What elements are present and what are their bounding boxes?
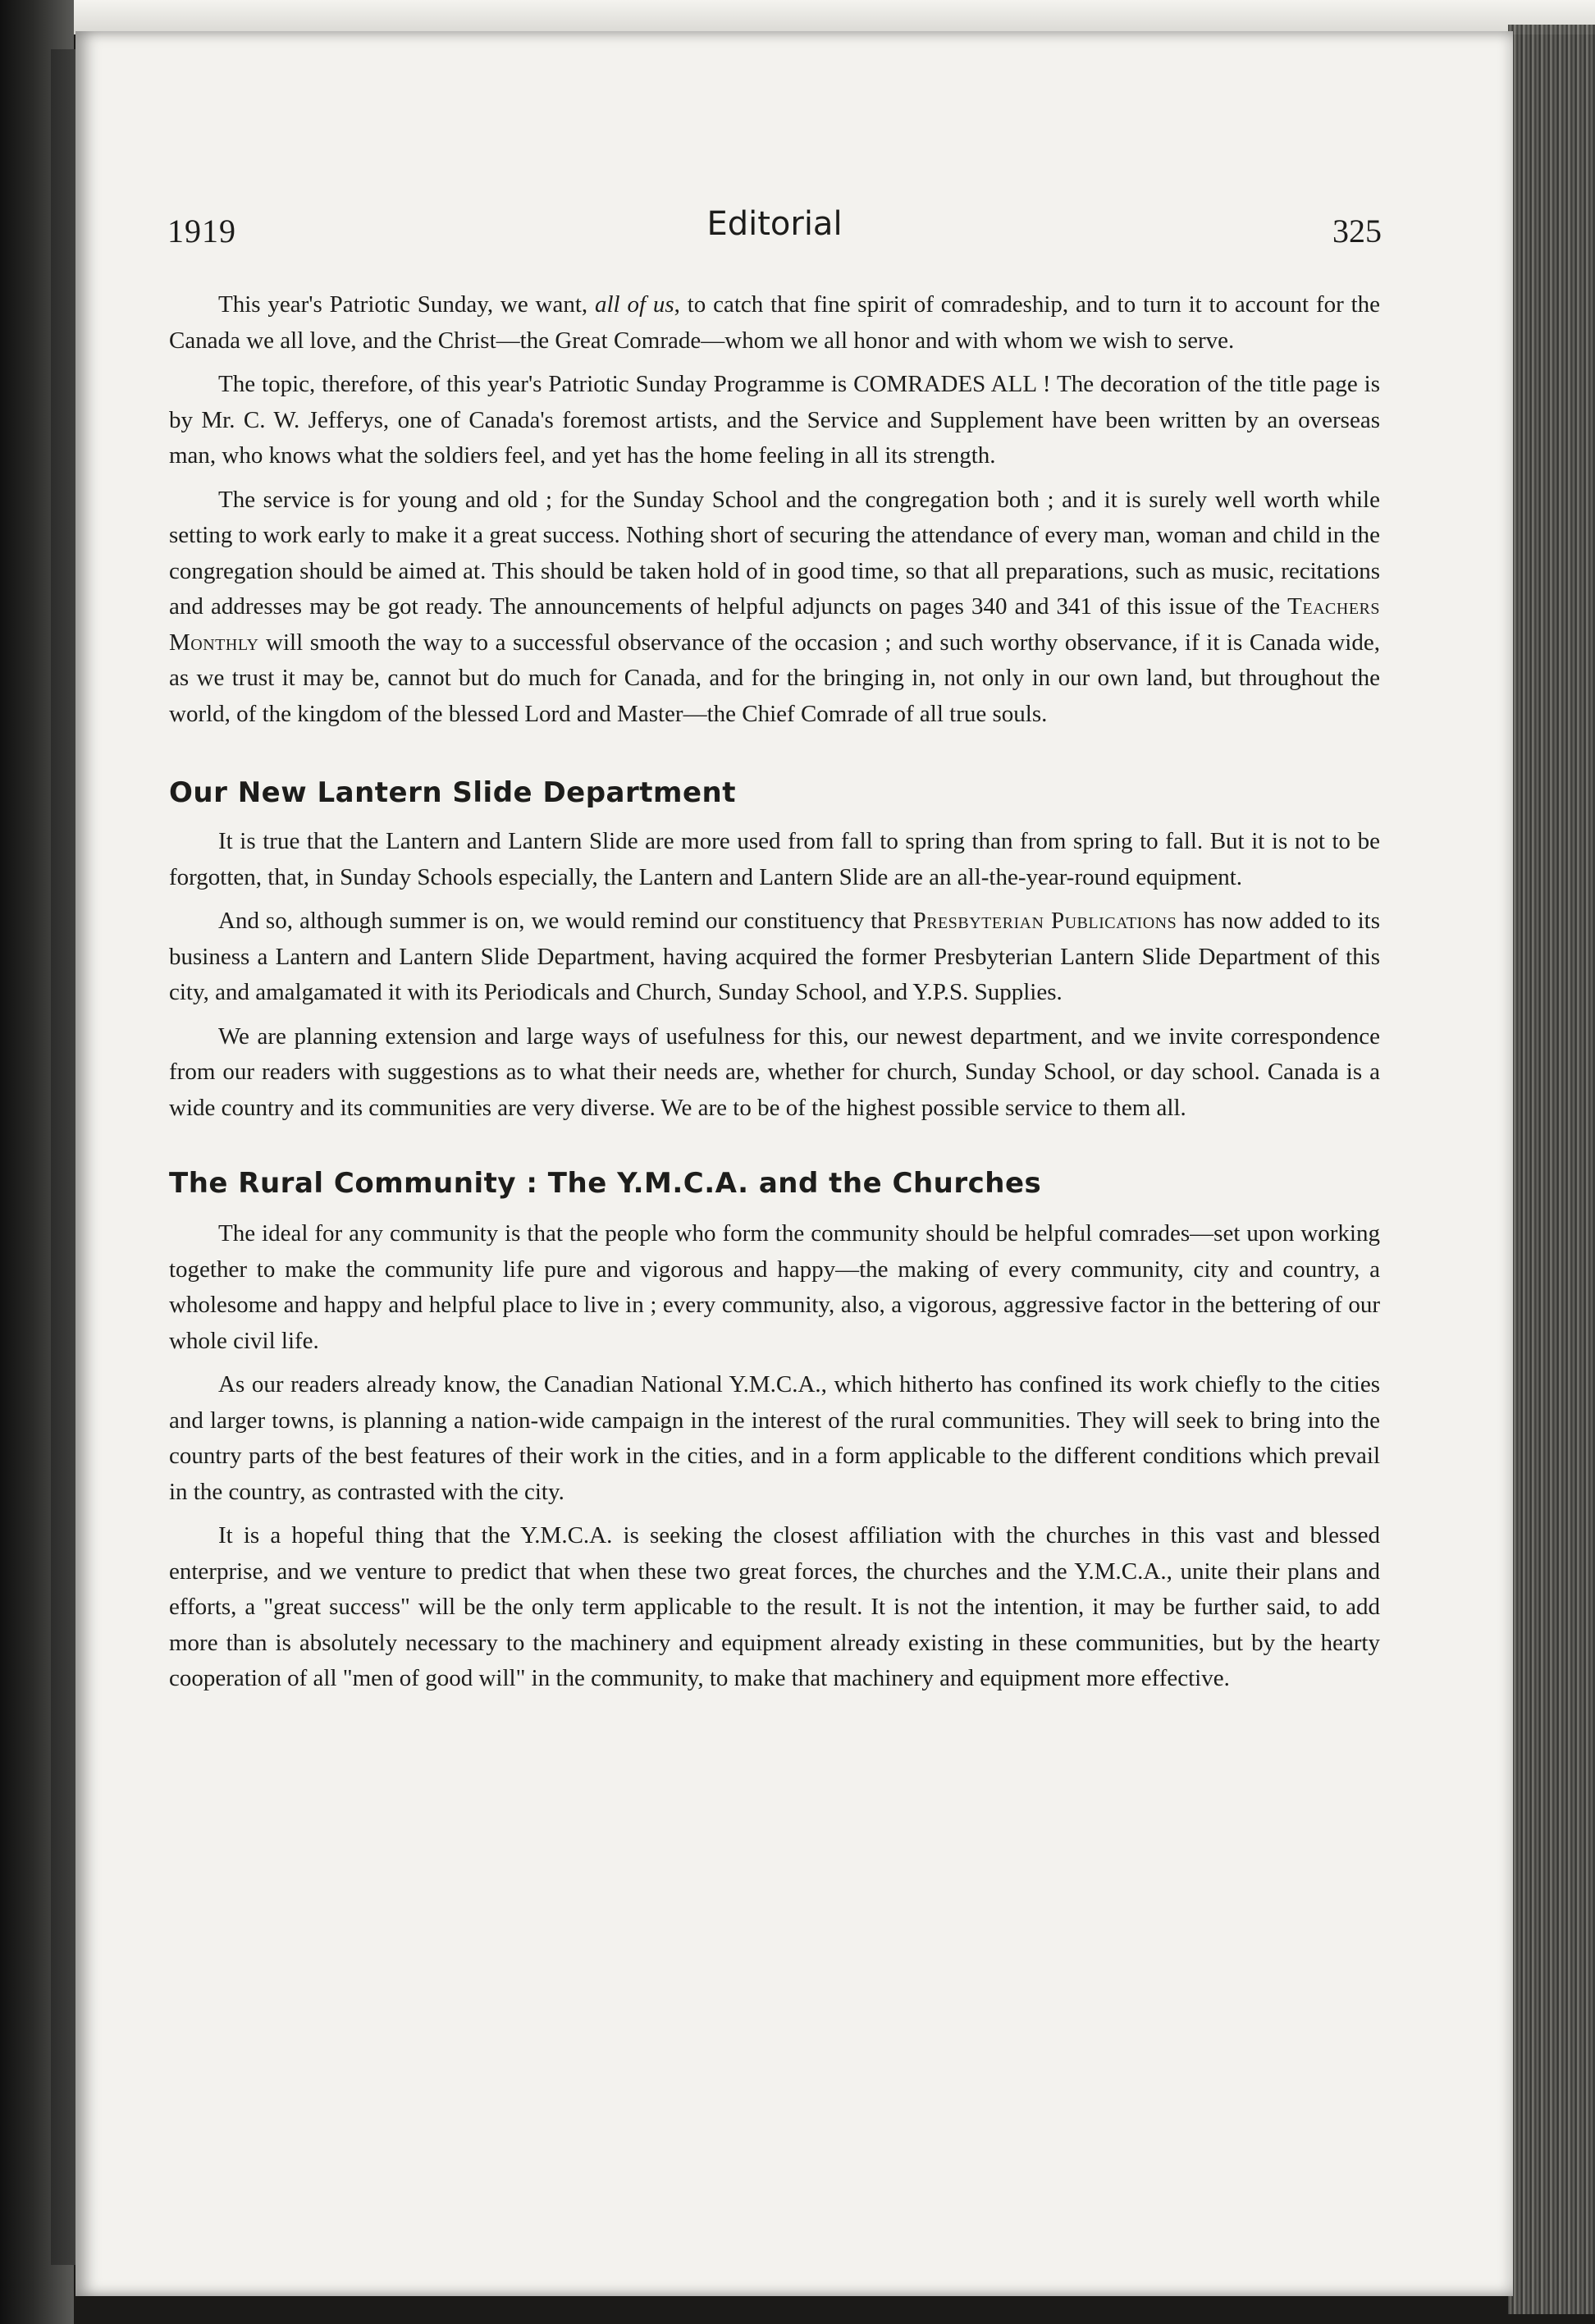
running-head — [167, 205, 1382, 263]
text-run: has now added to its business a Lantern and Lantern Slide Department, having acquired the former Presbyterian Lantern Slide Department of this city, and amalgamated it with its Periodicals and Church, Sunday School, and Y.P.S. Supplies. — [169, 908, 1380, 1005]
lantern-paragraph-1: It is true that the Lantern and Lantern Slide are more used from fall to spring than from spring to fall. But it is not to be forgotten, that, in Sunday Schools especially, the Lantern and Lantern Slide are an all-the-year-round equipment. — [169, 828, 1380, 890]
lantern-paragraph-2 — [169, 904, 1380, 1011]
lantern-section-heading: Our New Lantern Slide Department — [169, 776, 736, 809]
patriotic-paragraph-2: The topic, therefore, of this year's Patriotic Sunday Programme is COMRADES ALL ! The decoration of the title page is by Mr. C. W. Jefferys, one of Canada's foremost artists, and the Service and Supplement have been written by an overseas man, who knows what the soldiers feel, and yet has the home feeling in all its strength. — [169, 371, 1380, 469]
text-run: The service is for young and old ; for the Sunday School and the congregation both ; and it is surely well worth while setting to work early to make it a great success. Nothing short of securing the attendance of every man, woman and child in the congregation should be aimed at. This should be taken hold of in good time, so that all preparations, such as music, recitations and addresses may be got ready. The announcements of helpful adjuncts on pages 340 and 341 of this issue of the — [169, 486, 1380, 620]
text-run: will smooth the way to a successful observance of the occasion ; and such worthy observance, if it is Canada wide, as we trust it may be, cannot but do much for Canada, and for the bringing in, not only in our own land, but throughout the world, of the kingdom of the blessed Lord and Master—the Chief Comrade of all true souls. — [169, 629, 1380, 727]
text-run: And so, although summer is on, we would remind our constituency that — [218, 908, 913, 934]
page-number: 325 — [1332, 213, 1382, 249]
lantern-paragraph-3: We are planning extension and large ways of usefulness for this, our newest department, and we invite correspondence from our readers with suggestions as to what their needs are, whether for church, Sunday School, or day school. Canada is a wide country and its communities are very diverse. We are to be of the highest possible service to them all. — [169, 1022, 1380, 1121]
italic-run: all of us — [595, 291, 674, 318]
small-caps-run: Presbyterian Publications — [912, 908, 1177, 934]
rural-paragraph-1: The ideal for any community is that the people who form the community should be helpful comrades—set upon working together to make the community life pure and vigorous and happy—the making of every community, city and country, a wholesome and happy and helpful place to live in ; every community, also, a vigorous, aggressive factor in the bettering of our whole civil life. — [169, 1220, 1380, 1354]
patriotic-paragraph-3 — [169, 483, 1380, 733]
rural-paragraph-3: It is a hopeful thing that the Y.M.C.A. is seeking the closest affiliation with the churches in this vast and blessed enterprise, and we venture to predict that when these two great forces, the churches and the Y.M.C.A., unite their plans and efforts, a "great success" will be the only term applicable to the result. It is not the intention, it may be further said, to add more than is absolutely necessary to the machinery and equipment already existing in these communities, but by the hearty cooperation of all "men of good will" in the community, to make that machinery and equipment more effective. — [169, 1522, 1380, 1691]
book-fore-edge — [1508, 25, 1595, 2314]
rural-section-heading: The Rural Community : The Y.M.C.A. and the Churches — [169, 1167, 1042, 1200]
rural-paragraph-2: As our readers already know, the Canadian National Y.M.C.A., which hitherto has confined its work chiefly to the cities and larger towns, is planning a nation-wide campaign in the interest of the rural communities. They will seek to bring into the country parts of the best features of their work in the cities, and in a form applicable to the different conditions which prevail in the country, as contrasted with the city. — [169, 1371, 1380, 1505]
small-caps-run: Teachers Monthly — [169, 593, 1380, 656]
running-head-title: Editorial — [706, 205, 843, 243]
page-body — [169, 287, 1380, 1705]
text-run: , to catch that fine spirit of comradeship, and to turn it to account for the Canada we all love, and the Christ—the Great Comrade—whom we all honor and with whom we wish to serve. — [169, 291, 1381, 354]
book-page — [75, 31, 1513, 2296]
book-top-edge — [0, 0, 1595, 34]
running-head-year: 1919 — [167, 213, 236, 249]
patriotic-paragraph-1 — [169, 287, 1380, 359]
text-run: This year's Patriotic Sunday, we want, — [218, 291, 595, 318]
